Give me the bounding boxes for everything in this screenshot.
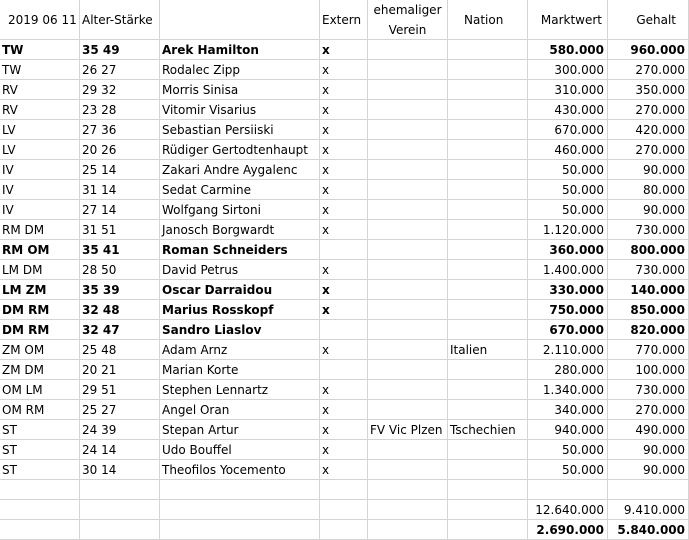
position-cell[interactable]: ST	[0, 420, 80, 440]
age-strength-cell[interactable]: 25 14	[80, 160, 160, 180]
external-cell[interactable]: x	[320, 440, 368, 460]
player-name-cell[interactable]: Sandro Liaslov	[160, 320, 320, 340]
market-value-cell[interactable]: 940.000	[528, 420, 608, 440]
market-value-cell[interactable]: 580.000	[528, 40, 608, 60]
market-value-cell[interactable]: 50.000	[528, 180, 608, 200]
former-club-cell[interactable]	[368, 100, 448, 120]
age-strength-cell[interactable]: 24 39	[80, 420, 160, 440]
former-club-cell[interactable]	[368, 60, 448, 80]
market-value-cell[interactable]: 670.000	[528, 120, 608, 140]
salary-cell[interactable]: 270.000	[608, 100, 689, 120]
table-row	[0, 480, 689, 500]
age-strength-cell[interactable]: 23 28	[80, 100, 160, 120]
player-name-cell[interactable]: Udo Bouffel	[160, 440, 320, 460]
player-name-cell[interactable]: Stepan Artur	[160, 420, 320, 440]
position-cell[interactable]: ZM OM	[0, 340, 80, 360]
age-strength-cell[interactable]: 31 14	[80, 180, 160, 200]
position-cell[interactable]: RV	[0, 80, 80, 100]
nation-cell[interactable]	[448, 120, 528, 140]
salary-cell[interactable]: 9.410.000	[608, 500, 689, 520]
player-name-cell[interactable]: Angel Oran	[160, 400, 320, 420]
external-cell[interactable]	[320, 480, 368, 500]
market-value-cell[interactable]: 340.000	[528, 400, 608, 420]
age-strength-cell[interactable]: 29 51	[80, 380, 160, 400]
salary-cell[interactable]: 730.000	[608, 220, 689, 240]
former-club-cell[interactable]	[368, 260, 448, 280]
player-name-cell[interactable]: Zakari Andre Aygalenc	[160, 160, 320, 180]
market-value-cell[interactable]: 360.000	[528, 240, 608, 260]
position-cell[interactable]: IV	[0, 200, 80, 220]
table-row	[0, 280, 689, 300]
header-salary[interactable]: Gehalt	[608, 0, 689, 40]
salary-cell[interactable]: 270.000	[608, 60, 689, 80]
nation-cell[interactable]	[448, 140, 528, 160]
external-cell[interactable]: x	[320, 380, 368, 400]
position-cell[interactable]: RM OM	[0, 240, 80, 260]
position-cell[interactable]: LM DM	[0, 260, 80, 280]
table-row	[0, 420, 689, 440]
salary-cell[interactable]: 90.000	[608, 460, 689, 480]
nation-cell[interactable]	[448, 520, 528, 540]
salary-cell[interactable]: 420.000	[608, 120, 689, 140]
table-row	[0, 380, 689, 400]
age-strength-cell[interactable]: 32 47	[80, 320, 160, 340]
nation-cell[interactable]	[448, 380, 528, 400]
external-cell[interactable]: x	[320, 340, 368, 360]
salary-cell[interactable]: 80.000	[608, 180, 689, 200]
age-strength-cell[interactable]: 32 48	[80, 300, 160, 320]
position-cell[interactable]: ST	[0, 460, 80, 480]
position-cell[interactable]: ZM DM	[0, 360, 80, 380]
nation-cell[interactable]	[448, 320, 528, 340]
table-row	[0, 140, 689, 160]
age-strength-cell[interactable]: 31 51	[80, 220, 160, 240]
position-cell[interactable]: RV	[0, 100, 80, 120]
market-value-cell[interactable]: 50.000	[528, 160, 608, 180]
player-name-cell[interactable]: Theofilos Yocemento	[160, 460, 320, 480]
former-club-cell[interactable]	[368, 400, 448, 420]
nation-cell[interactable]	[448, 240, 528, 260]
table-row	[0, 100, 689, 120]
table-row	[0, 120, 689, 140]
salary-cell[interactable]: 140.000	[608, 280, 689, 300]
salary-cell[interactable]: 350.000	[608, 80, 689, 100]
salary-cell[interactable]: 850.000	[608, 300, 689, 320]
header-row	[0, 0, 689, 40]
former-club-cell[interactable]	[368, 480, 448, 500]
nation-cell[interactable]	[448, 80, 528, 100]
salary-cell[interactable]: 730.000	[608, 260, 689, 280]
nation-cell[interactable]	[448, 180, 528, 200]
position-cell[interactable]: LV	[0, 140, 80, 160]
player-name-cell[interactable]: Marian Korte	[160, 360, 320, 380]
market-value-cell[interactable]: 300.000	[528, 60, 608, 80]
salary-cell[interactable]: 820.000	[608, 320, 689, 340]
nation-cell[interactable]: Italien	[448, 340, 528, 360]
salary-cell[interactable]: 100.000	[608, 360, 689, 380]
age-strength-cell[interactable]	[80, 500, 160, 520]
former-club-cell[interactable]	[368, 80, 448, 100]
former-club-cell[interactable]	[368, 360, 448, 380]
table-row	[0, 360, 689, 380]
table-row	[0, 60, 689, 80]
external-cell[interactable]	[320, 500, 368, 520]
market-value-cell[interactable]: 50.000	[528, 460, 608, 480]
age-strength-cell[interactable]	[80, 480, 160, 500]
salary-cell[interactable]: 730.000	[608, 380, 689, 400]
salary-cell[interactable]: 90.000	[608, 200, 689, 220]
nation-cell[interactable]: Tschechien	[448, 420, 528, 440]
former-club-cell[interactable]	[368, 180, 448, 200]
table-row	[0, 200, 689, 220]
table-row	[0, 40, 689, 60]
table-row	[0, 520, 689, 540]
header-external[interactable]: Extern	[320, 0, 368, 40]
player-name-cell[interactable]: Vitomir Visarius	[160, 100, 320, 120]
former-club-cell[interactable]	[368, 340, 448, 360]
age-strength-cell[interactable]	[80, 520, 160, 540]
position-cell[interactable]: DM RM	[0, 320, 80, 340]
market-value-cell[interactable]: 1.400.000	[528, 260, 608, 280]
age-strength-cell[interactable]: 20 26	[80, 140, 160, 160]
former-club-cell[interactable]	[368, 440, 448, 460]
external-cell[interactable]: x	[320, 460, 368, 480]
player-name-cell[interactable]: Sedat Carmine	[160, 180, 320, 200]
age-strength-cell[interactable]: 27 14	[80, 200, 160, 220]
market-value-cell[interactable]: 330.000	[528, 280, 608, 300]
table-row	[0, 220, 689, 240]
nation-cell[interactable]	[448, 440, 528, 460]
external-cell[interactable]	[320, 360, 368, 380]
market-value-cell[interactable]: 50.000	[528, 440, 608, 460]
age-strength-cell[interactable]: 35 49	[80, 40, 160, 60]
player-name-cell[interactable]: Wolfgang Sirtoni	[160, 200, 320, 220]
nation-cell[interactable]	[448, 220, 528, 240]
nation-cell[interactable]	[448, 360, 528, 380]
salary-cell[interactable]: 270.000	[608, 400, 689, 420]
age-strength-cell[interactable]: 28 50	[80, 260, 160, 280]
market-value-cell[interactable]: 310.000	[528, 80, 608, 100]
market-value-cell[interactable]	[528, 480, 608, 500]
market-value-cell[interactable]: 460.000	[528, 140, 608, 160]
market-value-cell[interactable]: 1.340.000	[528, 380, 608, 400]
header-former-club[interactable]: ehemaliger Verein	[368, 0, 448, 40]
table-row	[0, 440, 689, 460]
nation-cell[interactable]	[448, 460, 528, 480]
position-cell[interactable]	[0, 520, 80, 540]
player-name-cell[interactable]: Adam Arnz	[160, 340, 320, 360]
market-value-cell[interactable]: 1.120.000	[528, 220, 608, 240]
salary-cell[interactable]: 490.000	[608, 420, 689, 440]
nation-cell[interactable]	[448, 300, 528, 320]
table-row	[0, 300, 689, 320]
external-cell[interactable]: x	[320, 100, 368, 120]
former-club-cell[interactable]	[368, 120, 448, 140]
player-name-cell[interactable]: Stephen Lennartz	[160, 380, 320, 400]
age-strength-cell[interactable]: 25 48	[80, 340, 160, 360]
table-row	[0, 500, 689, 520]
external-cell[interactable]: x	[320, 300, 368, 320]
market-value-cell[interactable]: 750.000	[528, 300, 608, 320]
external-cell[interactable]: x	[320, 140, 368, 160]
player-name-cell[interactable]: Sebastian Persiiski	[160, 120, 320, 140]
table-row	[0, 260, 689, 280]
external-cell[interactable]: x	[320, 160, 368, 180]
position-cell[interactable]: RM DM	[0, 220, 80, 240]
position-cell[interactable]	[0, 500, 80, 520]
external-cell[interactable]: x	[320, 40, 368, 60]
player-name-cell[interactable]: Morris Sinisa	[160, 80, 320, 100]
nation-cell[interactable]	[448, 40, 528, 60]
position-cell[interactable]: LV	[0, 120, 80, 140]
former-club-cell[interactable]	[368, 520, 448, 540]
position-cell[interactable]: OM LM	[0, 380, 80, 400]
nation-cell[interactable]	[448, 400, 528, 420]
table-row	[0, 320, 689, 340]
age-strength-cell[interactable]: 35 41	[80, 240, 160, 260]
external-cell[interactable]: x	[320, 120, 368, 140]
nation-cell[interactable]	[448, 280, 528, 300]
external-cell[interactable]: x	[320, 220, 368, 240]
former-club-cell[interactable]	[368, 40, 448, 60]
player-name-cell[interactable]: Marius Rosskopf	[160, 300, 320, 320]
salary-cell[interactable]: 960.000	[608, 40, 689, 60]
position-cell[interactable]: ST	[0, 440, 80, 460]
nation-cell[interactable]	[448, 500, 528, 520]
market-value-cell[interactable]: 280.000	[528, 360, 608, 380]
salary-cell[interactable]: 90.000	[608, 440, 689, 460]
header-market-value[interactable]: Marktwert	[528, 0, 608, 40]
external-cell[interactable]	[320, 320, 368, 340]
salary-cell[interactable]	[608, 480, 689, 500]
former-club-cell[interactable]	[368, 140, 448, 160]
external-cell[interactable]	[320, 240, 368, 260]
nation-cell[interactable]	[448, 260, 528, 280]
former-club-cell[interactable]	[368, 280, 448, 300]
external-cell[interactable]: x	[320, 60, 368, 80]
table-row	[0, 180, 689, 200]
nation-cell[interactable]	[448, 60, 528, 80]
player-name-cell[interactable]: Roman Schneiders	[160, 240, 320, 260]
age-strength-cell[interactable]: 20 21	[80, 360, 160, 380]
age-strength-cell[interactable]: 25 27	[80, 400, 160, 420]
former-club-cell[interactable]	[368, 240, 448, 260]
nation-cell[interactable]	[448, 100, 528, 120]
market-value-cell[interactable]: 670.000	[528, 320, 608, 340]
age-strength-cell[interactable]: 27 36	[80, 120, 160, 140]
former-club-cell[interactable]	[368, 300, 448, 320]
header-name-empty[interactable]	[160, 0, 320, 40]
player-name-cell[interactable]: Rodalec Zipp	[160, 60, 320, 80]
external-cell[interactable]: x	[320, 200, 368, 220]
position-cell[interactable]: OM RM	[0, 400, 80, 420]
table-row	[0, 240, 689, 260]
table-row	[0, 460, 689, 480]
former-club-cell[interactable]	[368, 200, 448, 220]
table-row	[0, 400, 689, 420]
former-club-cell[interactable]	[368, 500, 448, 520]
external-cell[interactable]: x	[320, 180, 368, 200]
salary-cell[interactable]: 770.000	[608, 340, 689, 360]
market-value-cell[interactable]: 50.000	[528, 200, 608, 220]
former-club-cell[interactable]	[368, 380, 448, 400]
market-value-cell[interactable]: 430.000	[528, 100, 608, 120]
salary-cell[interactable]: 90.000	[608, 160, 689, 180]
player-name-cell[interactable]: Janosch Borgwardt	[160, 220, 320, 240]
former-club-cell[interactable]	[368, 160, 448, 180]
age-strength-cell[interactable]: 35 39	[80, 280, 160, 300]
market-value-cell[interactable]: 2.110.000	[528, 340, 608, 360]
player-name-cell[interactable]: David Petrus	[160, 260, 320, 280]
former-club-cell[interactable]	[368, 460, 448, 480]
table-row	[0, 160, 689, 180]
age-strength-cell[interactable]: 29 32	[80, 80, 160, 100]
player-name-cell[interactable]	[160, 520, 320, 540]
nation-cell[interactable]	[448, 160, 528, 180]
market-value-cell[interactable]: 12.640.000	[528, 500, 608, 520]
player-name-cell[interactable]	[160, 500, 320, 520]
age-strength-cell[interactable]: 26 27	[80, 60, 160, 80]
external-cell[interactable]: x	[320, 280, 368, 300]
external-cell[interactable]: x	[320, 80, 368, 100]
table-row	[0, 340, 689, 360]
former-club-cell[interactable]: FV Vic Plzen	[368, 420, 448, 440]
age-strength-cell[interactable]: 24 14	[80, 440, 160, 460]
nation-cell[interactable]	[448, 200, 528, 220]
table-row	[0, 80, 689, 100]
age-strength-cell[interactable]: 30 14	[80, 460, 160, 480]
external-cell[interactable]: x	[320, 420, 368, 440]
position-cell[interactable]: IV	[0, 180, 80, 200]
position-cell[interactable]: DM RM	[0, 300, 80, 320]
market-value-cell[interactable]: 2.690.000	[528, 520, 608, 540]
player-name-cell[interactable]: Arek Hamilton	[160, 40, 320, 60]
salary-cell[interactable]: 800.000	[608, 240, 689, 260]
header-age-strength[interactable]: Alter-Stärke	[80, 0, 160, 40]
player-name-cell[interactable]	[160, 480, 320, 500]
position-cell[interactable]	[0, 480, 80, 500]
player-name-cell[interactable]: Oscar Darraidou	[160, 280, 320, 300]
position-cell[interactable]: LM ZM	[0, 280, 80, 300]
position-cell[interactable]: IV	[0, 160, 80, 180]
player-name-cell[interactable]: Rüdiger Gertodtenhaupt	[160, 140, 320, 160]
former-club-cell[interactable]	[368, 220, 448, 240]
position-cell[interactable]: TW	[0, 40, 80, 60]
external-cell[interactable]: x	[320, 260, 368, 280]
external-cell[interactable]	[320, 520, 368, 540]
nation-cell[interactable]	[448, 480, 528, 500]
salary-cell[interactable]: 270.000	[608, 140, 689, 160]
header-nation[interactable]: Nation	[448, 0, 528, 40]
position-cell[interactable]: TW	[0, 60, 80, 80]
former-club-cell[interactable]	[368, 320, 448, 340]
header-date[interactable]: 2019 06 11	[0, 0, 80, 40]
external-cell[interactable]: x	[320, 400, 368, 420]
salary-cell[interactable]: 5.840.000	[608, 520, 689, 540]
